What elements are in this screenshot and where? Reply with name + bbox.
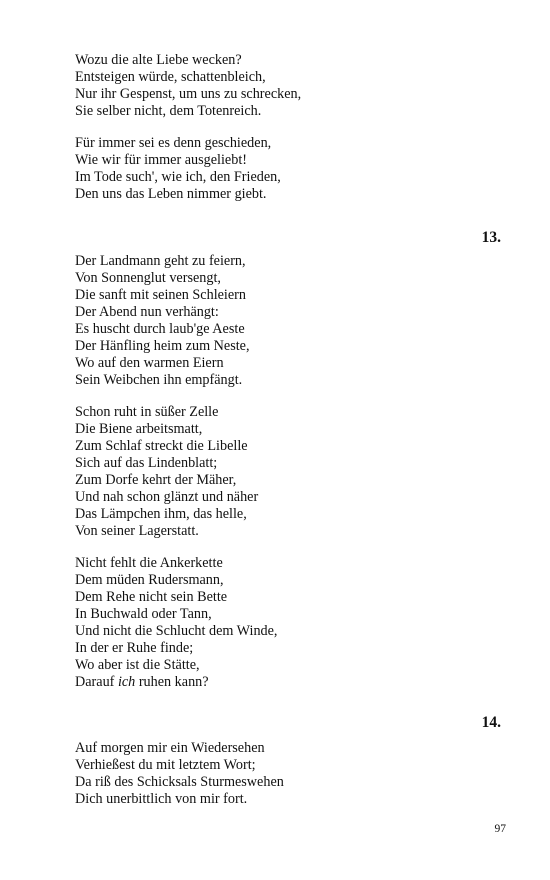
verse-line: Wie wir für immer ausgeliebt! (75, 152, 247, 168)
stanza-2 (75, 135, 495, 203)
verse-emphasis: ich (117, 674, 136, 690)
verse-line: Nur ihr Gespenst, um uns zu schrecken, (75, 86, 302, 102)
verse-line: Dem müden Rudersmann, (75, 572, 224, 588)
verse-line (75, 674, 495, 691)
verse-line: Für immer sei es denn geschieden, (75, 135, 272, 151)
verse-line: Wo auf den warmen Eiern (75, 355, 224, 371)
verse-line: Der Hänfling heim zum Neste, (75, 338, 250, 354)
verse-line: Verhießest du mit letztem Wort; (75, 757, 256, 773)
verse-line: Auf morgen mir ein Wiedersehen (75, 740, 265, 756)
verse-line: Von Sonnenglut versengt, (75, 270, 221, 286)
verse-line: Und nah schon glänzt und näher (75, 489, 259, 505)
poem-number-13: 13. (481, 229, 501, 246)
stanza-1 (75, 52, 495, 120)
verse-line: Schon ruht in süßer Zelle (75, 404, 219, 420)
verse-text: ruhen kann? (135, 674, 209, 690)
verse-line: Den uns das Leben nimmer giebt. (75, 186, 267, 202)
verse-line: Zum Schlaf streckt die Libelle (75, 438, 248, 454)
verse-line: Wozu die alte Liebe wecken? (75, 52, 242, 68)
verse-line: Sie selber nicht, dem Totenreich. (75, 103, 262, 119)
verse-line: Das Lämpchen ihm, das helle, (75, 506, 247, 522)
verse-line: Dem Rehe nicht sein Bette (75, 589, 228, 605)
verse-line: Dich unerbittlich von mir fort. (75, 791, 248, 807)
verse-line: Wo aber ist die Stätte, (75, 657, 200, 673)
verse-text: Darauf (75, 674, 118, 690)
verse-line: Es huscht durch laub'ge Aeste (75, 321, 245, 337)
verse-line: Der Landmann geht zu feiern, (75, 253, 246, 269)
verse-line: Sich auf das Lindenblatt; (75, 455, 218, 471)
stanza-6 (75, 740, 495, 808)
verse-line: In Buchwald oder Tann, (75, 606, 212, 622)
verse-line: In der er Ruhe finde; (75, 640, 194, 656)
verse-line: Die Biene arbeitsmatt, (75, 421, 203, 437)
verse-line: Entsteigen würde, schattenbleich, (75, 69, 266, 85)
poem-number-14: 14. (481, 714, 501, 731)
page-number: 97 (494, 823, 506, 835)
verse-line: Sein Weibchen ihn empfängt. (75, 372, 243, 388)
stanza-5 (75, 555, 495, 691)
verse-line: Zum Dorfe kehrt der Mäher, (75, 472, 237, 488)
stanza-3 (75, 253, 495, 389)
verse-line: Die sanft mit seinen Schleiern (75, 287, 246, 303)
verse-line: Im Tode such', wie ich, den Frieden, (75, 169, 281, 185)
verse-line: Da riß des Schicksals Sturmeswehen (75, 774, 284, 790)
verse-line: Und nicht die Schlucht dem Winde, (75, 623, 278, 639)
verse-line: Nicht fehlt die Ankerkette (75, 555, 223, 571)
verse-line: Von seiner Lagerstatt. (75, 523, 199, 539)
stanza-4 (75, 404, 495, 540)
verse-line: Der Abend nun verhängt: (75, 304, 219, 320)
